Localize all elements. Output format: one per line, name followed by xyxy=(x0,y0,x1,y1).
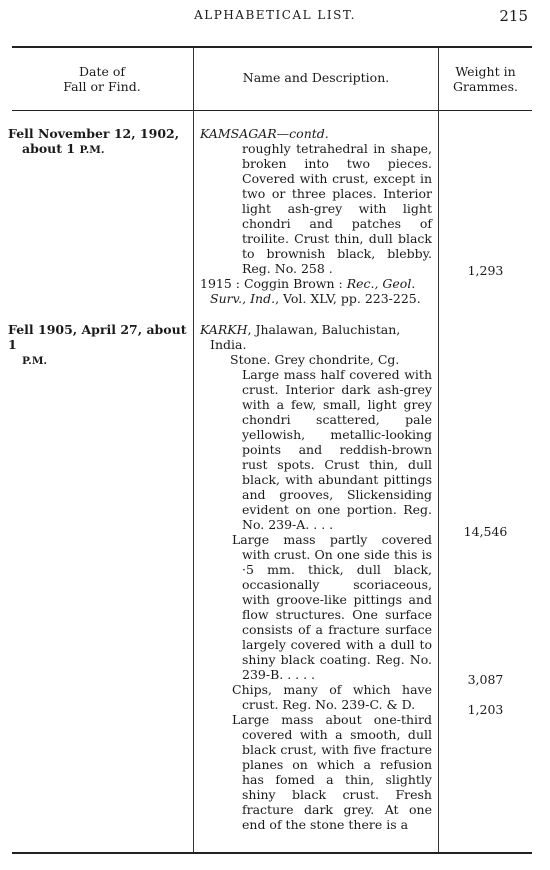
date-line: Fell 1905, April 27, about 1 xyxy=(8,322,187,352)
reference-journal-2: Surv., Ind. xyxy=(210,291,276,306)
table-header-rule xyxy=(12,110,532,111)
column-header-weight xyxy=(439,64,532,94)
column-header-date-line1: Date of xyxy=(78,64,126,79)
date-time: about 1 xyxy=(22,141,80,156)
specimen-text: Large mass partly covered with crust. On one side this is ·5 mm. thick, dull black, occasionally scoriaceous, with groove-like pittings and flow structures. One surface consists of a fracture surface largely covered with a dull to shiny black coating. Reg. No. 239-B. . . . . xyxy=(232,532,432,682)
running-head xyxy=(0,8,550,28)
date-line-2 xyxy=(8,141,190,158)
date-line: Fell November 12, 1902, xyxy=(8,126,180,141)
running-title: ALPHABETICAL LIST. xyxy=(194,8,356,22)
reference-journal-1: Rec., Geol. xyxy=(346,276,416,291)
specimen-weight: 14,546 xyxy=(463,524,508,539)
column-header-weight-line2: Grammes. xyxy=(453,79,518,94)
specimen-text: Large mass about one-third covered with a smooth, dull black crust, with five fracture planes on which a refusion has fomed a thin, slightly shiny black crust. Fresh fracture dark grey. At one end of the stone there is a xyxy=(232,712,432,832)
column-header-weight-line1: Weight in xyxy=(455,64,516,79)
specimen-lead: Stone. Grey chondrite, Cg. xyxy=(230,352,400,367)
reference-volume: , Vol. XLV, pp. 223-225. xyxy=(275,291,421,306)
date-line-2 xyxy=(8,352,190,369)
entry-description-kamsagar xyxy=(200,126,432,306)
column-divider-1 xyxy=(193,48,194,852)
table-bottom-rule xyxy=(12,852,532,854)
entry-date-karkh xyxy=(8,322,190,369)
table-top-rule xyxy=(12,46,532,48)
specimen-weight: 1,203 xyxy=(467,702,504,717)
specimen-weight: 3,087 xyxy=(467,672,504,687)
column-header-date-line2: Fall or Find. xyxy=(63,79,141,94)
date-pm: P.M. xyxy=(79,144,105,156)
column-divider-2 xyxy=(438,48,439,852)
entry-text: roughly tetrahedral in shape, broken into two pieces. Covered with crust, except in two or three places. Interior light ash-grey with light chondri and patches of troilite. Crust thin, dull black to brownish black, blebby. Reg. No. 258 . xyxy=(242,141,432,276)
entry-description-karkh xyxy=(200,322,432,832)
reference-author: 1915 : Coggin Brown : xyxy=(200,276,347,291)
column-header-name: Name and Description. xyxy=(242,70,390,85)
entry-reference xyxy=(200,276,432,306)
entry-locality: , Jhalawan, Baluchistan, India. xyxy=(210,322,401,352)
entry-name: KAMSAGAR—contd. xyxy=(200,126,329,141)
entry-name: KARKH xyxy=(200,322,248,337)
entry-date-kamsagar xyxy=(8,126,190,158)
specimen-text: Chips, many of which have crust. Reg. No. 239-C. & D. xyxy=(232,682,432,712)
page-number: 215 xyxy=(499,7,528,25)
entry-heading xyxy=(200,322,432,352)
date-pm: P.M. xyxy=(22,355,48,367)
column-header-date xyxy=(12,64,192,94)
entry-weight: 1,293 xyxy=(467,263,504,278)
specimen-text: Large mass half covered with crust. Interior dark ash-grey with a few, small, light grey chondri scattered, pale yellowish, metallic-looking points and reddish-brown rust spots. Crust thin, dull black, with abundant pittings and grooves, Slickensiding evident on one portion. Reg. No. 239-A. . . . xyxy=(242,367,432,532)
